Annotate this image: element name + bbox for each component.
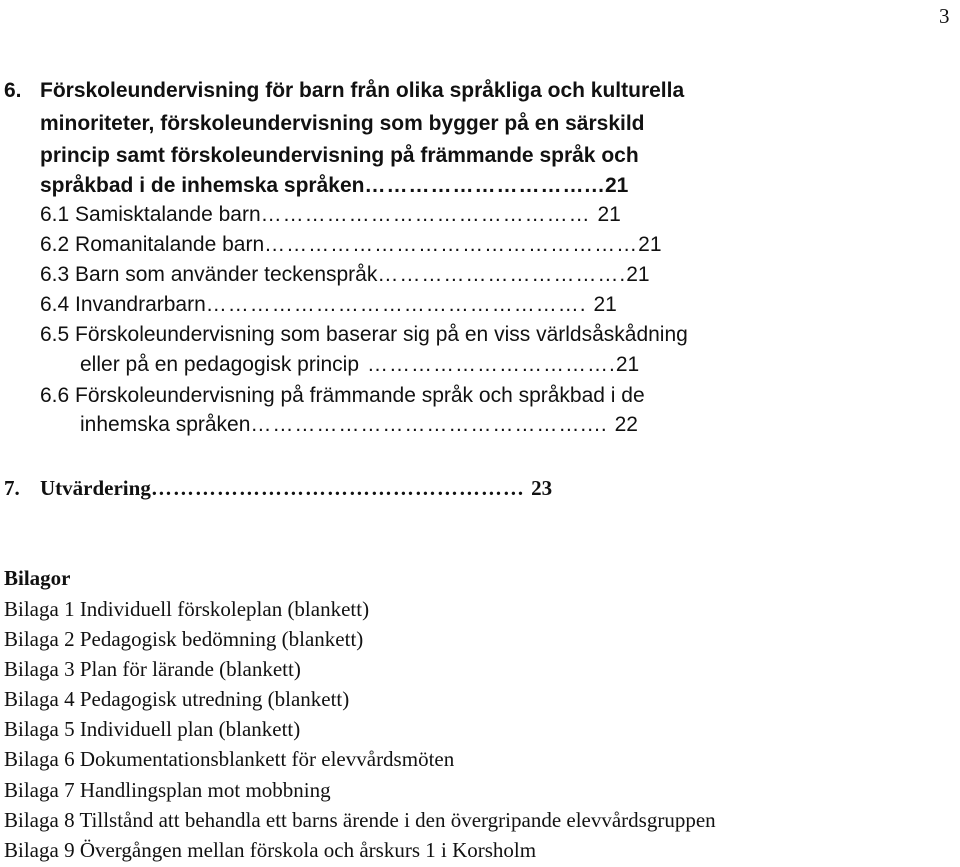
section-7-title: Utvärdering [40, 476, 151, 500]
section-7-number: 7. [4, 476, 20, 500]
toc-entry-text: 6.3 Barn som använder teckenspråk [40, 263, 378, 286]
toc-entry-6-5-cont[interactable] [80, 353, 639, 377]
toc-entry-6-4[interactable] [40, 293, 617, 317]
toc-entry-section-7[interactable] [40, 476, 552, 500]
dot-leader: ……………………………………… [260, 203, 598, 226]
page-ref: 21 [597, 203, 621, 226]
toc-entry-6-5[interactable] [40, 323, 688, 347]
appendix-item: Bilaga 8 Tillstånd att behandla ett barns ärende i den övergripande elevvårdsgruppen [4, 808, 716, 832]
page-ref: 21 [638, 233, 662, 256]
section-6-number: 6. [4, 79, 22, 102]
dot-leader: ……………………………. [377, 263, 627, 286]
toc-entry-text: 6.6 Förskoleundervisning på främmande språk och språkbad i de [40, 384, 645, 407]
appendix-item: Bilaga 7 Handlingsplan mot mobbning [4, 778, 331, 802]
appendix-item: Bilaga 5 Individuell plan (blankett) [4, 717, 301, 741]
toc-entry-section-6[interactable] [40, 174, 628, 198]
appendices-heading: Bilagor [4, 566, 71, 590]
page-ref: 21 [605, 174, 629, 197]
toc-entry-6-3[interactable] [40, 263, 650, 287]
toc-entry-text: 6.4 Invandrarbarn [40, 293, 206, 316]
toc-entry-6-6-cont[interactable] [80, 413, 638, 437]
appendix-item: Bilaga 2 Pedagogisk bedömning (blankett) [4, 627, 364, 651]
toc-entry-text: 6.2 Romanitalande barn [40, 233, 265, 256]
dot-leader: …………………………... [364, 174, 605, 197]
dot-leader: ……………………………. [367, 353, 616, 376]
page-ref: 23 [531, 476, 553, 500]
appendix-item: Bilaga 4 Pedagogisk utredning (blankett) [4, 687, 350, 711]
dot-leader: …………………………………………… [150, 476, 532, 500]
page-number: 3 [939, 4, 950, 28]
toc-entry-6-6[interactable] [40, 384, 645, 408]
page-ref: 21 [626, 263, 650, 286]
appendix-item: Bilaga 9 Övergången mellan förskola och årskurs 1 i Korsholm [4, 838, 537, 862]
toc-entry-text: 6.5 Förskoleundervisning som baserar sig på en viss världsåskådning [40, 323, 688, 346]
appendix-item: Bilaga 6 Dokumentationsblankett för elevvårdsmöten [4, 747, 455, 771]
toc-entry-text: 6.1 Samisktalande barn [40, 203, 261, 226]
section-6-title-line: Förskoleundervisning för barn från olika språkliga och kulturella [40, 79, 685, 102]
section-6-title-line: språkbad i de inhemska språken [40, 174, 365, 197]
section-6-title-line: minoriteter, förskoleundervisning som bygger på en särskild [40, 112, 645, 135]
dot-leader: ……………………………………………. [205, 293, 594, 316]
page-ref: 21 [593, 293, 617, 316]
section-6-title-line: princip samt förskoleundervisning på främmande språk och [40, 144, 639, 167]
page-ref: 21 [615, 353, 640, 376]
toc-entry-text: eller på en pedagogisk princip [80, 353, 360, 376]
appendix-item: Bilaga 3 Plan för lärande (blankett) [4, 657, 301, 681]
appendix-item: Bilaga 1 Individuell förskoleplan (blankett) [4, 597, 370, 621]
toc-entry-6-1[interactable] [40, 203, 621, 227]
page-ref: 22 [614, 413, 638, 436]
dot-leader: …………………………………………… [264, 233, 639, 256]
dot-leader: ……………………………………….... [250, 413, 615, 436]
toc-entry-text: inhemska språken [80, 413, 251, 436]
toc-entry-6-2[interactable] [40, 233, 662, 257]
